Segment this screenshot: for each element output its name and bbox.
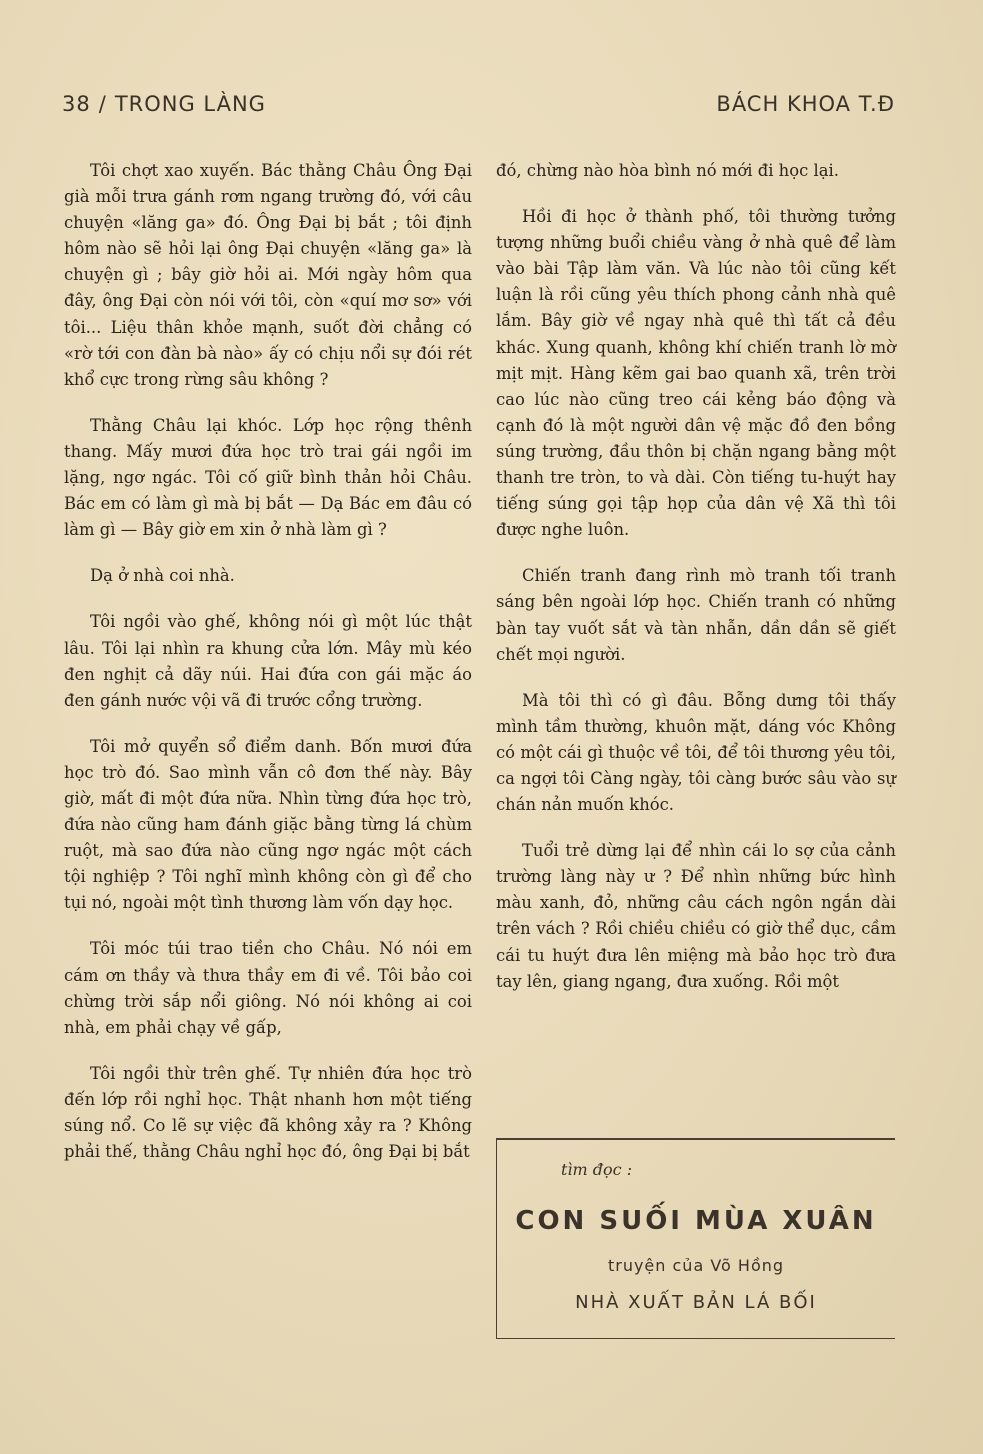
paragraph: Tuổi trẻ dừng lại để nhìn cái lo sợ của cảnh trường làng này ư ? Để nhìn những bức hình màu xanh, đỏ, những câu cách ngôn ngắn dài trên vách ? Rồi chiều chiều có giờ thể dục, cầm cái tu huýt đưa lên miệng mà bảo học trò đưa tay lên, giang ngang, đưa xuống. Rồi một	[496, 841, 896, 991]
paragraph: Chiến tranh đang rình mò tranh tối tranh sáng bên ngoài lớp học. Chiến tranh có những bàn tay vuốt sắt và tàn nhẫn, dần dần sẽ giết chết mọi người.	[496, 566, 896, 664]
paragraph: Thằng Châu lại khóc. Lớp học rộng thênh thang. Mấy mươi đứa học trò trai gái ngồi im lặng, ngơ ngác. Tôi cố giữ bình thản hỏi Châu. Bác em có làm gì mà bị bắt — Dạ Bác em đâu có làm gì — Bây giờ em xin ở nhà làm gì ?	[64, 415, 472, 540]
section-title: TRONG LÀNG	[114, 92, 266, 116]
page-number: 38	[62, 92, 91, 116]
left-column	[64, 158, 472, 1185]
paragraph: Tôi móc túi trao tiền cho Châu. Nó nói em cám ơn thầy và thưa thầy em đi về. Tôi bảo coi chừng trời sắp nổi giông. Nó nói không ai coi nhà, em phải chạy về gấp,	[64, 939, 472, 1037]
paragraph: Tôi ngồi vào ghế, không nói gì một lúc thật lâu. Tôi lại nhìn ra khung cửa lớn. Mây mù kéo đen nghịt cả dãy núi. Hai đứa con gái mặc áo đen gánh nước vội vã đi trước cổng trường.	[64, 612, 472, 710]
magazine-title: BÁCH KHOA T.Đ	[716, 92, 895, 116]
ad-publisher: NHÀ XUẤT BẢN LÁ BỐI	[575, 1292, 817, 1313]
page-header	[62, 92, 895, 116]
paragraph: đó, chừng nào hòa bình nó mới đi học lại.	[496, 161, 839, 180]
paragraph: Tôi ngồi thừ trên ghế. Tự nhiên đứa học trò đến lớp rồi nghỉ học. Thật nhanh hơn một tiếng súng nổ. Co lẽ sự việc đã không xảy ra ? Không phải thế, thằng Châu nghỉ học đó, ông Đại bị bắt	[64, 1063, 472, 1162]
ad-book-title: CON SUỐI MÙA XUÂN	[515, 1206, 877, 1236]
ad-author: truyện của Võ Hồng	[607, 1256, 785, 1275]
book-advertisement	[496, 1138, 895, 1339]
paragraph: Tôi chợt xao xuyến. Bác thằng Châu Ông Đại già mỗi trưa gánh rơm ngang trường đó, với câu chuyện «lăng ga» đó. Ông Đại bị bắt ; tôi định hôm nào sẽ hỏi lại ông Đại chuyện «lăng ga» là chuyện gì ; bây giờ hỏi ai. Mới ngày hôm qua đây, ông Đại còn nói với tôi, còn «quí mơ sơ» với tôi... Liệu thân khỏe mạnh, suốt đời chẳng có «rờ tới con đàn bà nào» ấy có chịu nổi sự đói rét khổ cực trong rừng sâu không ?	[64, 161, 472, 389]
paragraph: Hồi đi học ở thành phố, tôi thường tưởng tượng những buổi chiều vàng ở nhà quê để làm vào bài Tập làm văn. Và lúc nào tôi cũng kết luận là rồi cũng yêu thích phong cảnh nhà quê lắm. Bây giờ về ngay nhà quê thì tất cả đều khác. Xung quanh, không khí chiến tranh lờ mờ mịt mịt. Hàng kẽm gai bao quanh xã, trên trời cao lúc nào cũng treo cái kẻng báo động và cạnh đó là một người dân vệ mặc đồ đen bồng súng trường, đầu thôn bị chặn ngang bằng một thanh tre tròn, to và dài. Còn tiếng tu-huýt hay tiếng súng gọi tập họp của dân vệ Xã thì tôi được nghe luôn.	[496, 207, 896, 540]
right-column	[496, 158, 896, 1015]
header-separator: /	[98, 92, 107, 116]
paragraph: Tôi mở quyển sổ điểm danh. Bốn mươi đứa học trò đó. Sao mình vẫn cô đơn thế này. Bây giờ, mất đi một đứa nữa. Nhìn từng đứa học trò, đứa nào cũng ham đánh giặc bằng từng lá chùm ruột, mà sao đứa nào cũng ngơ ngác một cách tội nghiệp ? Tôi nghĩ mình không còn gì để cho tụi nó, ngoài một tình thương làm vốn dạy học.	[64, 736, 472, 913]
paragraph: Mà tôi thì có gì đâu. Bỗng dưng tôi thấy mình tầm thường, khuôn mặt, dáng vóc Không có một cái gì thuộc về tôi, để tôi thương yêu tôi, ca ngợi tôi Càng ngày, tôi càng bước sâu vào sự chán nản muốn khóc.	[496, 690, 896, 815]
paragraph: Dạ ở nhà coi nhà.	[90, 566, 235, 586]
ad-label: tìm đọc :	[561, 1160, 633, 1179]
header-left	[62, 92, 266, 116]
